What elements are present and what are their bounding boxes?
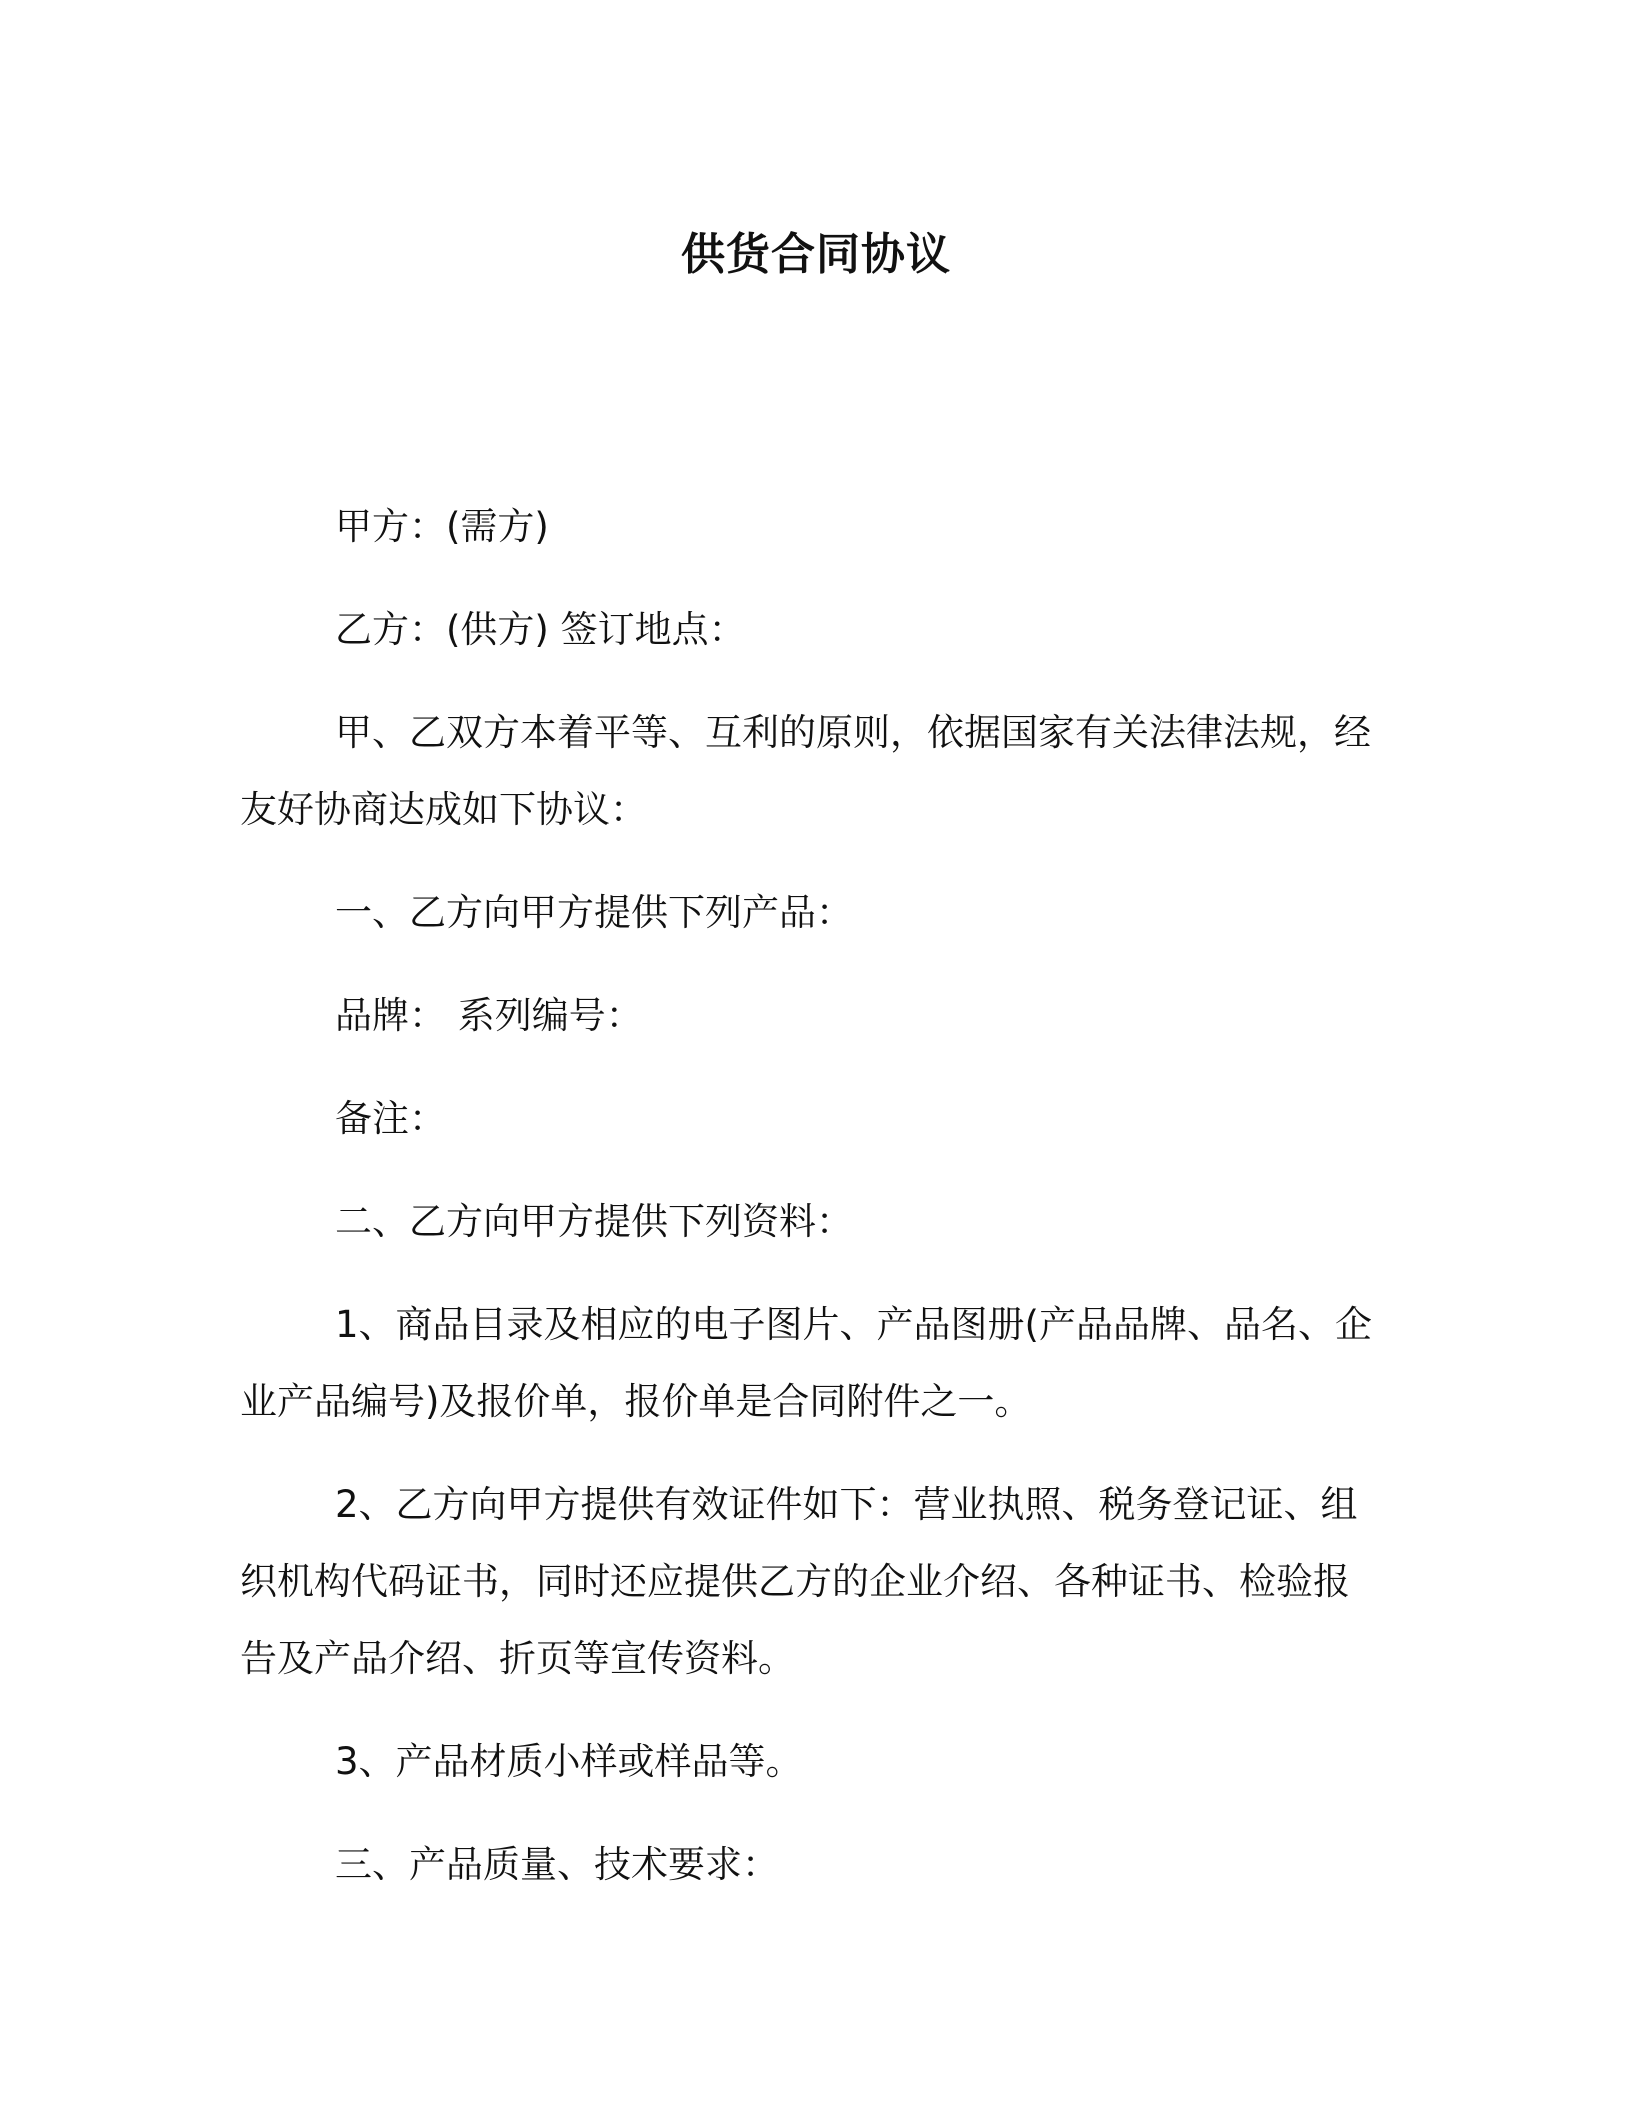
- paragraph-line: 3、产品材质小样或样品等。: [335, 1740, 803, 1783]
- document-body: [240, 488, 1380, 1929]
- paragraph-line: 二、乙方向甲方提供下列资料：: [335, 1200, 853, 1243]
- paragraph-line: 一、乙方向甲方提供下列产品：: [335, 891, 853, 934]
- paragraph-line: 告及产品介绍、折页等宣传资料。: [240, 1637, 795, 1680]
- paragraph-item-3: [240, 1723, 1380, 1800]
- paragraph-line: 品牌： 系列编号：: [335, 994, 643, 1037]
- paragraph-line: 2、乙方向甲方提供有效证件如下：营业执照、税务登记证、组: [335, 1483, 1358, 1526]
- paragraph-line: 织机构代码证书，同时还应提供乙方的企业介绍、各种证书、检验报: [240, 1560, 1350, 1603]
- paragraph-party-b: [240, 591, 1380, 668]
- paragraph-section-1: [240, 874, 1380, 951]
- paragraph-line: 甲、乙双方本着平等、互利的原则，依据国家有关法律法规，经: [335, 711, 1371, 754]
- paragraph-line: 乙方：(供方) 签订地点：: [335, 608, 746, 651]
- paragraph-line: 备注：: [335, 1097, 446, 1140]
- paragraph-item-2: [240, 1466, 1380, 1697]
- document-title: 供货合同协议: [681, 229, 951, 280]
- paragraph-line: 友好协商达成如下协议：: [240, 788, 647, 831]
- paragraph-line: 业产品编号)及报价单，报价单是合同附件之一。: [240, 1380, 1032, 1423]
- paragraph-remarks: [240, 1080, 1380, 1157]
- paragraph-party-a: [240, 488, 1380, 565]
- paragraph-section-3: [240, 1826, 1380, 1903]
- paragraph-line: 三、产品质量、技术要求：: [335, 1843, 779, 1886]
- paragraph-line: 甲方：(需方): [335, 505, 549, 548]
- paragraph-section-2: [240, 1183, 1380, 1260]
- paragraph-brand: [240, 977, 1380, 1054]
- paragraph-preamble: [240, 694, 1380, 848]
- paragraph-line: 1、商品目录及相应的电子图片、产品图册(产品品牌、品名、企: [335, 1303, 1372, 1346]
- paragraph-item-1: [240, 1286, 1380, 1440]
